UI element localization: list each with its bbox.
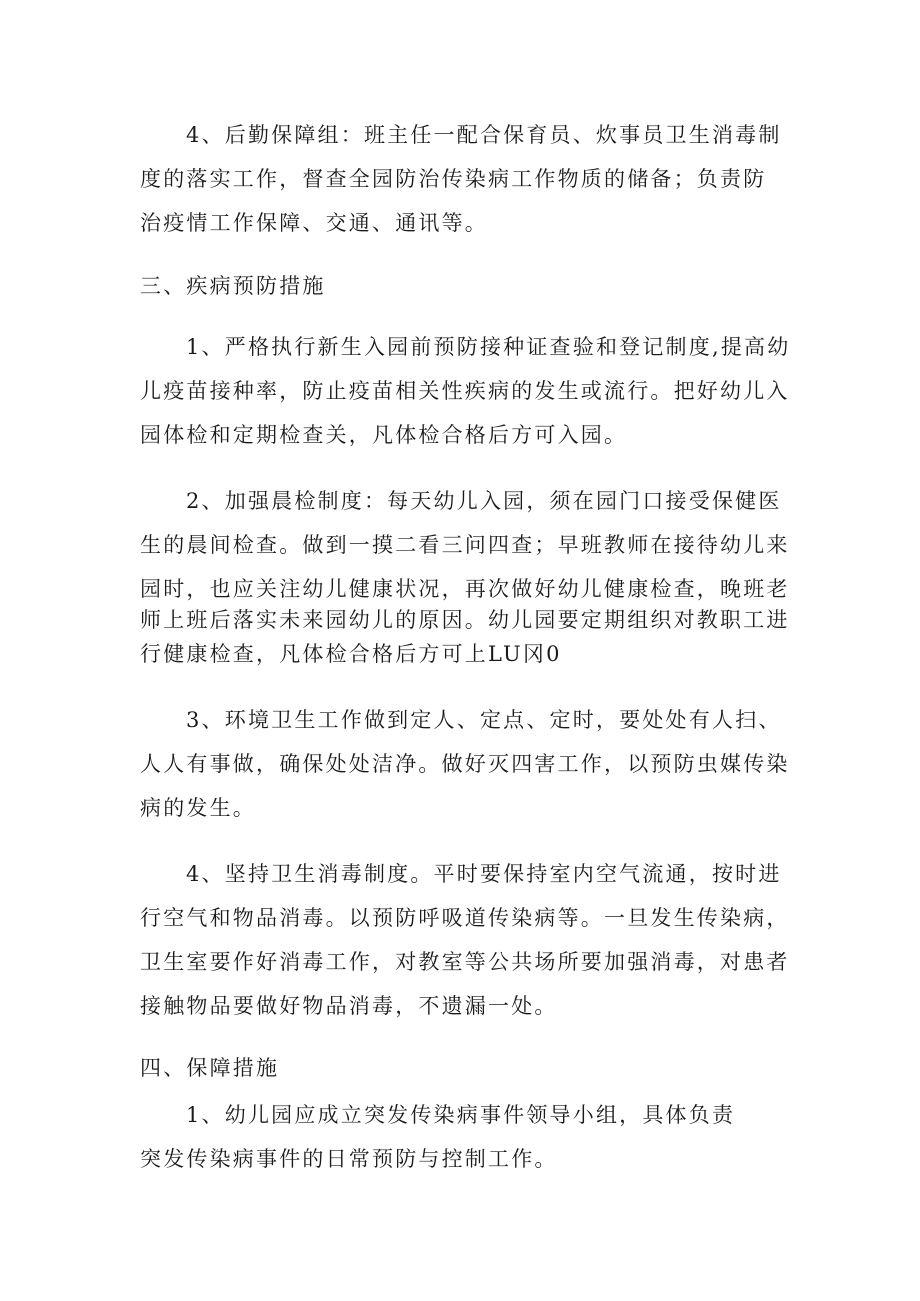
- text-line: 园体检和定期检查关，凡体检合格后方可入园。: [140, 423, 628, 447]
- text-line: 人人有事做，确保处处洁净。做好灭四害工作，以预防虫媒传染: [140, 752, 790, 776]
- text-line: 儿疫苗接种率，防止疫苗相关性疾病的发生或流行。把好幼儿入: [140, 379, 790, 403]
- text-line: 度的落实工作，督查全园防治传染病工作物质的储备；负责防: [140, 167, 767, 191]
- text-line: 卫生室要作好消毒工作，对教室等公共场所要加强消毒，对患者: [140, 950, 790, 974]
- text-line: 病的发生。: [140, 796, 256, 820]
- text-line: 2、加强晨检制度：每天幼儿入园，须在园门口接受保健医: [186, 489, 782, 513]
- text-line: 治疫情工作保障、交通、通讯等。: [140, 211, 488, 235]
- text-line: 3、环境卫生工作做到定人、定点、定时，要处处有人扫、: [186, 708, 782, 732]
- text-line: 师上班后落实未来园幼儿的原因。幼儿园要定期组织对教职工进: [140, 608, 790, 632]
- text-line: 园时，也应关注幼儿健康状况，再次做好幼儿健康检查，晚班老: [140, 577, 790, 601]
- text-line: 行健康检查，凡体检合格后方可上LU冈0: [140, 642, 562, 666]
- text-line: 4、坚持卫生消毒制度。平时要保持室内空气流通，按时进: [186, 862, 782, 886]
- section-heading: 三、疾病预防措施: [140, 274, 326, 298]
- text-line: 生的晨间检查。做到一摸二看三问四查；早班教师在接待幼儿来: [140, 533, 790, 557]
- text-line: 4、后勤保障组：班主任一配合保育员、炊事员卫生消毒制: [186, 123, 782, 147]
- text-line: 突发传染病事件的日常预防与控制工作。: [140, 1147, 558, 1171]
- text-line: 1、严格执行新生入园前预防接种证查验和登记制度,提高幼: [186, 335, 791, 359]
- text-line: 1、幼儿园应成立突发传染病事件领导小组，具体负责: [186, 1103, 736, 1127]
- text-line: 行空气和物品消毒。以预防呼吸道传染病等。一旦发生传染病，: [140, 906, 790, 930]
- section-heading: 四、保障措施: [140, 1056, 280, 1080]
- text-line: 接触物品要做好物品消毒，不遗漏一处。: [140, 994, 558, 1018]
